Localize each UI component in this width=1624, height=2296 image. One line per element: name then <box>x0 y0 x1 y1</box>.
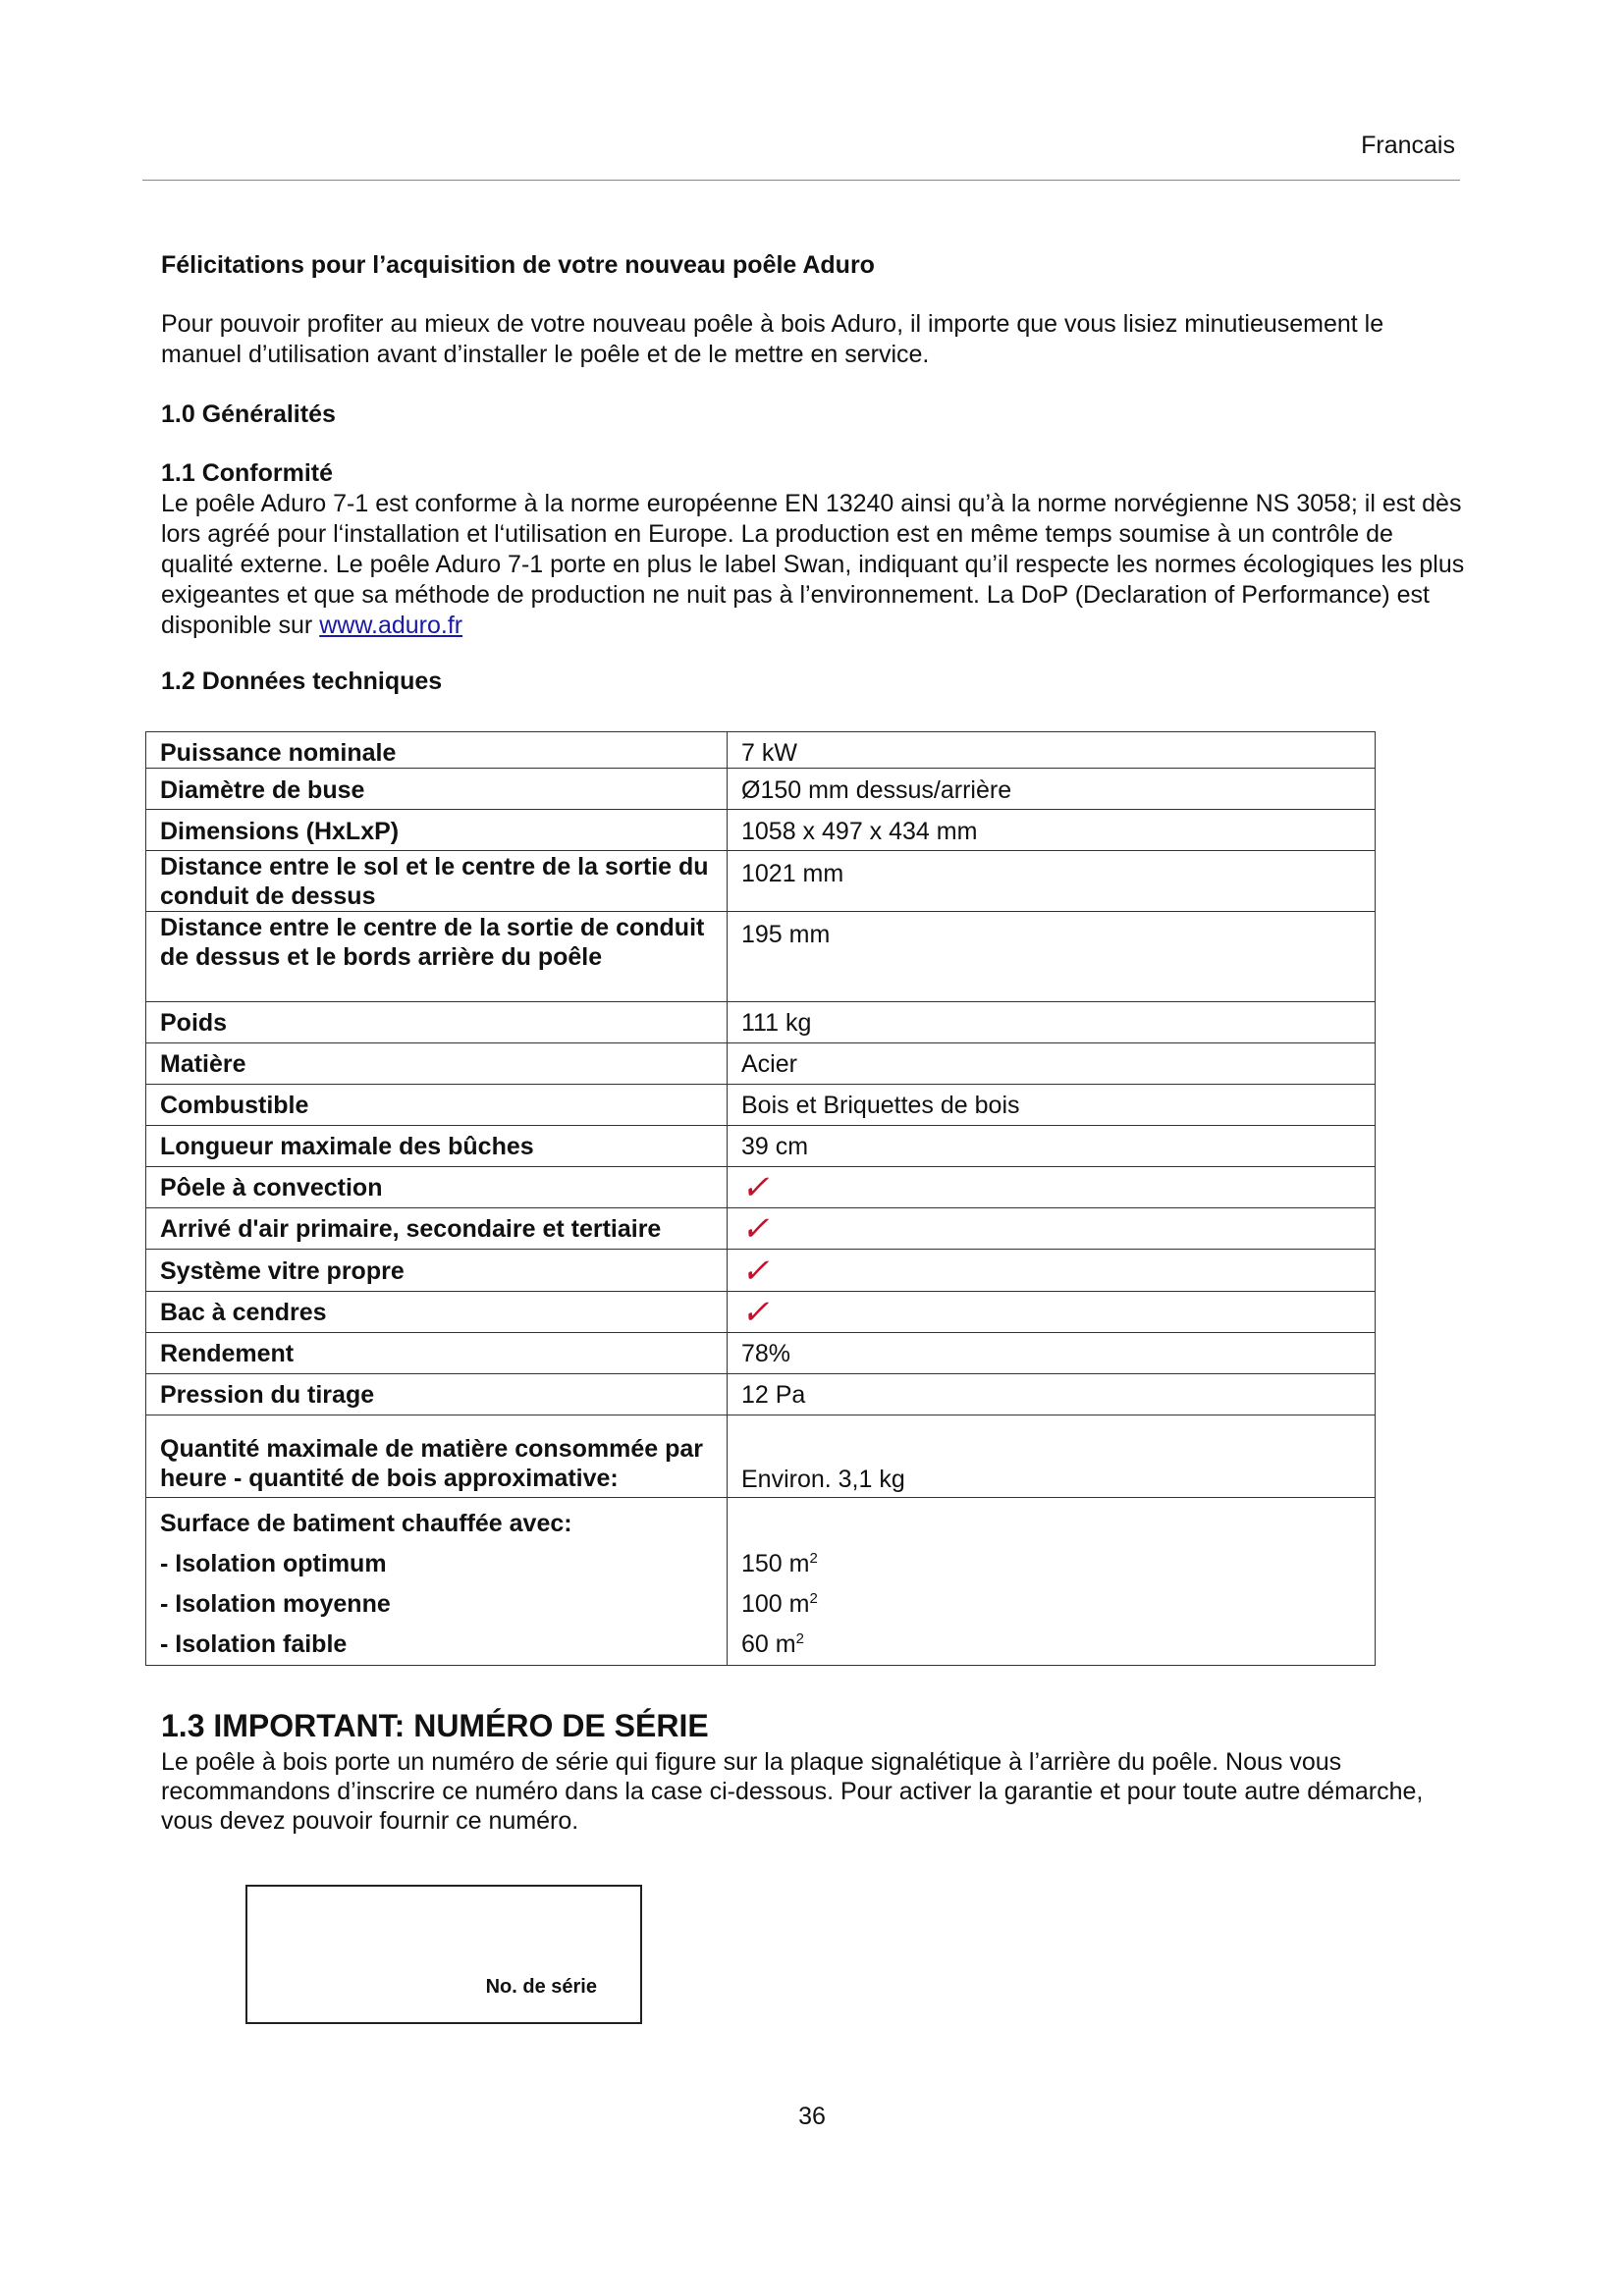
table-row <box>146 851 1376 912</box>
spec-value: 111 kg <box>728 1002 1376 1043</box>
spec-label: Quantité maximale de matière consommée par heure - quantité de bois approximative: <box>146 1415 728 1498</box>
heading-tech-data: 1.2 Données techniques <box>161 667 443 695</box>
table-row <box>146 1374 1376 1415</box>
spec-value: 78% <box>728 1333 1376 1374</box>
table-row <box>146 1333 1376 1374</box>
check-icon: ✓ <box>741 1210 770 1248</box>
table-row <box>146 1292 1376 1333</box>
spec-value: 1058 x 497 x 434 mm <box>728 810 1376 851</box>
spec-value <box>728 1167 1376 1208</box>
unit-superscript: 2 <box>795 1630 804 1647</box>
spec-value <box>728 1250 1376 1292</box>
table-row <box>146 1415 1376 1498</box>
spec-label: Poids <box>146 1002 728 1043</box>
serial-box-label: No. de série <box>485 1976 597 1998</box>
tech-specs-table <box>145 731 1376 1666</box>
table-row <box>146 1167 1376 1208</box>
check-icon: ✓ <box>741 1169 770 1206</box>
serial-number-box[interactable] <box>245 1885 642 2024</box>
surface-item-value <box>741 1544 1361 1584</box>
spec-label: Longueur maximale des bûches <box>146 1126 728 1167</box>
spec-label: Bac à cendres <box>146 1292 728 1333</box>
table-row <box>146 1126 1376 1167</box>
aduro-link[interactable]: www.aduro.fr <box>319 612 463 639</box>
intro-paragraph: Pour pouvoir profiter au mieux de votre nouveau poêle à bois Aduro, il importe que vous lisiez minutieusement le manuel d’utilisation avant d’installer le poêle et de le mettre en service. <box>161 310 1384 368</box>
spec-value: Bois et Briquettes de bois <box>728 1085 1376 1126</box>
spec-label: Matière <box>146 1043 728 1085</box>
table-row <box>146 1043 1376 1085</box>
table-row <box>146 810 1376 851</box>
spec-label: Rendement <box>146 1333 728 1374</box>
surface-value-text: 150 m <box>741 1550 810 1577</box>
spec-label: Système vitre propre <box>146 1250 728 1292</box>
table-row <box>146 912 1376 1002</box>
heading-conformity: 1.1 Conformité <box>161 459 334 487</box>
surface-value-text: 100 m <box>741 1590 810 1618</box>
surface-item-label: - Isolation moyenne <box>160 1590 391 1618</box>
check-icon: ✓ <box>741 1294 770 1331</box>
table-row <box>146 1085 1376 1126</box>
spec-value: 12 Pa <box>728 1374 1376 1415</box>
page-title: Félicitations pour l’acquisition de votre nouveau poêle Aduro <box>161 251 875 279</box>
spec-value: Acier <box>728 1043 1376 1085</box>
surface-labels <box>146 1498 728 1666</box>
spec-value: 195 mm <box>728 912 1376 1002</box>
header-divider <box>142 180 1460 181</box>
spec-value <box>728 1208 1376 1250</box>
spec-label: Distance entre le centre de la sortie de conduit de dessus et le bords arrière du poêle <box>146 912 728 1002</box>
spec-value: 39 cm <box>728 1126 1376 1167</box>
surface-item-label: - Isolation optimum <box>160 1550 387 1577</box>
serial-paragraph: Le poêle à bois porte un numéro de série qui figure sur la plaque signalétique à l’arrière du poêle. Nous vous recommandons d’inscrire ce numéro dans la case ci-dessous. Pour activer la garantie et pour toute autre démarche, vous devez pouvoir fournir ce numéro. <box>161 1748 1424 1835</box>
spec-value: 1021 mm <box>728 851 1376 912</box>
spec-label: Dimensions (HxLxP) <box>146 810 728 851</box>
heading-serial-number: 1.3 IMPORTANT: NUMÉRO DE SÉRIE <box>161 1708 709 1743</box>
surface-item-value <box>741 1584 1361 1625</box>
spec-label: Combustible <box>146 1085 728 1126</box>
spec-value: 7 kW <box>728 732 1376 769</box>
heading-general: 1.0 Généralités <box>161 400 336 428</box>
spec-label: Diamètre de buse <box>146 769 728 810</box>
conformity-text: Le poêle Aduro 7-1 est conforme à la norme européenne EN 13240 ainsi qu’à la norme norvégienne NS 3058; il est dès lors agréé pour l‘installation et l‘utilisation en Europe. La production est en même temps soumise à un contrôle de qualité externe. Le poêle Aduro 7-1 porte en plus le label Swan, indiquant qu’il respecte les normes écologiques les plus exigeantes et que sa méthode de production ne nuit pas à l’environnement. La DoP (Declaration of Performance) est disponible sur <box>161 490 1465 639</box>
table-row <box>146 1002 1376 1043</box>
surface-values <box>728 1498 1376 1666</box>
surface-item-value <box>741 1625 1361 1665</box>
spec-label: Distance entre le sol et le centre de la sortie du conduit de dessus <box>146 851 728 912</box>
spec-value: Ø150 mm dessus/arrière <box>728 769 1376 810</box>
page-number: 36 <box>798 2103 826 2130</box>
table-row <box>146 1250 1376 1292</box>
spec-value <box>728 1292 1376 1333</box>
table-row <box>146 1208 1376 1250</box>
spec-label: Arrivé d'air primaire, secondaire et tertiaire <box>146 1208 728 1250</box>
spec-value: Environ. 3,1 kg <box>728 1415 1376 1498</box>
check-icon: ✓ <box>741 1253 770 1290</box>
conformity-paragraph <box>161 489 1467 641</box>
surface-value-text: 60 m <box>741 1630 796 1658</box>
spec-label: Puissance nominale <box>146 732 728 769</box>
spec-label: Pôele à convection <box>146 1167 728 1208</box>
surface-item-label: - Isolation faible <box>160 1630 348 1658</box>
unit-superscript: 2 <box>809 1550 818 1567</box>
table-row <box>146 769 1376 810</box>
unit-superscript: 2 <box>809 1590 818 1607</box>
spec-label: Pression du tirage <box>146 1374 728 1415</box>
surface-heading: Surface de batiment chauffée avec: <box>160 1510 572 1537</box>
table-row <box>146 1498 1376 1666</box>
table-row <box>146 732 1376 769</box>
header-language: Francais <box>1361 132 1455 159</box>
